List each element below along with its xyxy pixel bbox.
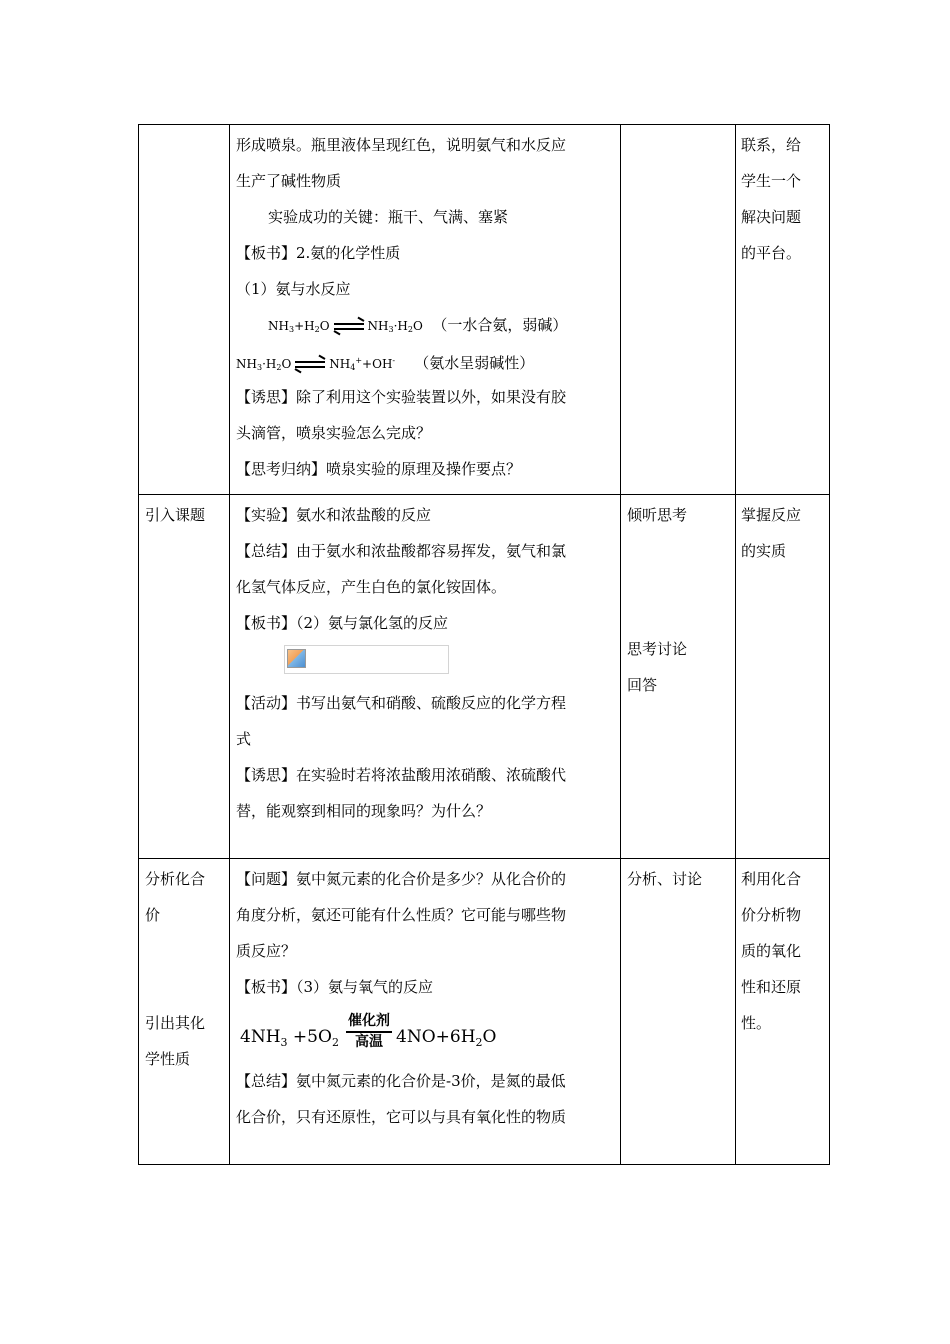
text-line: 学生一个 <box>741 172 802 190</box>
text-line: 【问题】氨中氮元素的化合价是多少？从化合价的 <box>236 870 567 888</box>
text-line: 的平台。 <box>741 244 802 262</box>
equation-ammonia-ionization: $NH_3\cdot H_2O$ $NH_4^++OH^-$ （氨水呈弱碱性） <box>236 354 535 372</box>
text-line: 【实验】氨水和浓盐酸的反应 <box>236 506 432 524</box>
table-row <box>139 495 830 859</box>
text-line: 实验成功的关键：瓶干、气满、塞紧 <box>268 208 509 226</box>
reaction-condition-top: 催化剂 <box>348 1013 390 1029</box>
text-line: 【板书】（3）氨与氧气的反应 <box>236 978 434 996</box>
equation-note: （氨水呈弱碱性） <box>414 354 535 372</box>
text-line: 价分析物 <box>741 906 802 924</box>
text-line: 质的氧化 <box>741 942 802 960</box>
text-line: 引出其化 <box>145 1014 206 1032</box>
text-line: 思考讨论 <box>627 640 688 658</box>
reaction-condition-bottom: 高温 <box>355 1034 383 1050</box>
text-line: 【板书】（2）氨与氯化氢的反应 <box>236 614 449 632</box>
text-line: 替，能观察到相同的现象吗？为什么？ <box>236 802 492 820</box>
stage-cell <box>139 495 230 859</box>
text-line: 【诱思】在实验时若将浓盐酸用浓硝酸、浓硫酸代 <box>236 766 567 784</box>
text-line: 性和还原 <box>741 978 802 996</box>
text-line: 形成喷泉。瓶里液体呈现红色，说明氨气和水反应 <box>236 136 567 154</box>
text-line: 质反应？ <box>236 942 297 960</box>
design-intent-cell <box>736 125 830 495</box>
broken-image-placeholder <box>236 641 614 685</box>
student-activity-cell <box>621 495 736 859</box>
text-line: 利用化合 <box>741 870 802 888</box>
text-line: 性。 <box>741 1014 772 1032</box>
table-row <box>139 125 830 495</box>
text-line: （1）氨与水反应 <box>236 280 351 298</box>
equation-note: （一水合氨，弱碱） <box>432 316 568 334</box>
text-line: 【板书】2.氨的化学性质 <box>236 244 401 262</box>
text-line: 回答 <box>627 676 658 694</box>
text-line: 【诱思】除了利用这个实验装置以外，如果没有胶 <box>236 388 567 406</box>
text-line: 化氢气体反应，产生白色的氯化铵固体。 <box>236 578 507 596</box>
lesson-plan-table <box>138 124 830 1165</box>
text-line: 分析化合 <box>145 870 206 888</box>
student-activity-cell <box>621 125 736 495</box>
text-line: 化合价，只有还原性，它可以与具有氧化性的物质 <box>236 1108 567 1126</box>
student-activity-cell <box>621 859 736 1165</box>
stage-cell <box>139 125 230 495</box>
text-line: 引入课题 <box>145 506 206 524</box>
text-line: 头滴管，喷泉实验怎么完成？ <box>236 424 432 442</box>
design-intent-cell <box>736 859 830 1165</box>
text-line: 学性质 <box>145 1050 191 1068</box>
equation-ammonia-water: $NH_3+H_2O$ $NH_3\cdot H_2O$ （一水合氨，弱碱） <box>268 316 568 334</box>
text-line: 【思考归纳】喷泉实验的原理及操作要点？ <box>236 460 522 478</box>
text-line: 价 <box>145 906 161 924</box>
text-line: 【总结】氨中氮元素的化合价是-3价，是氮的最低 <box>236 1072 566 1090</box>
text-line: 式 <box>236 730 252 748</box>
text-line: 生产了碱性物质 <box>236 172 342 190</box>
text-line: 解决问题 <box>741 208 802 226</box>
text-line: 分析、讨论 <box>627 870 703 888</box>
equation-ammonia-oxidation: $4NH_3 +5O_2$ 催化剂 高温 $4NO+6H_2O$ <box>240 1013 497 1050</box>
design-intent-cell <box>736 495 830 859</box>
text-line: 联系，给 <box>741 136 802 154</box>
equilibrium-arrow-icon <box>334 321 364 331</box>
teacher-activity-cell <box>230 125 621 495</box>
text-line: 掌握反应 <box>741 506 802 524</box>
image-icon <box>287 649 306 668</box>
text-line: 倾听思考 <box>627 506 688 524</box>
table-row <box>139 859 830 1165</box>
text-line: 【总结】由于氨水和浓盐酸都容易挥发，氨气和氯 <box>236 542 567 560</box>
stage-cell <box>139 859 230 1165</box>
text-line: 【活动】书写出氨气和硝酸、硫酸反应的化学方程 <box>236 694 567 712</box>
equilibrium-arrow-icon <box>295 359 325 369</box>
text-line: 角度分析，氨还可能有什么性质？它可能与哪些物 <box>236 906 567 924</box>
teacher-activity-cell <box>230 495 621 859</box>
text-line: 的实质 <box>741 542 787 560</box>
teacher-activity-cell <box>230 859 621 1165</box>
